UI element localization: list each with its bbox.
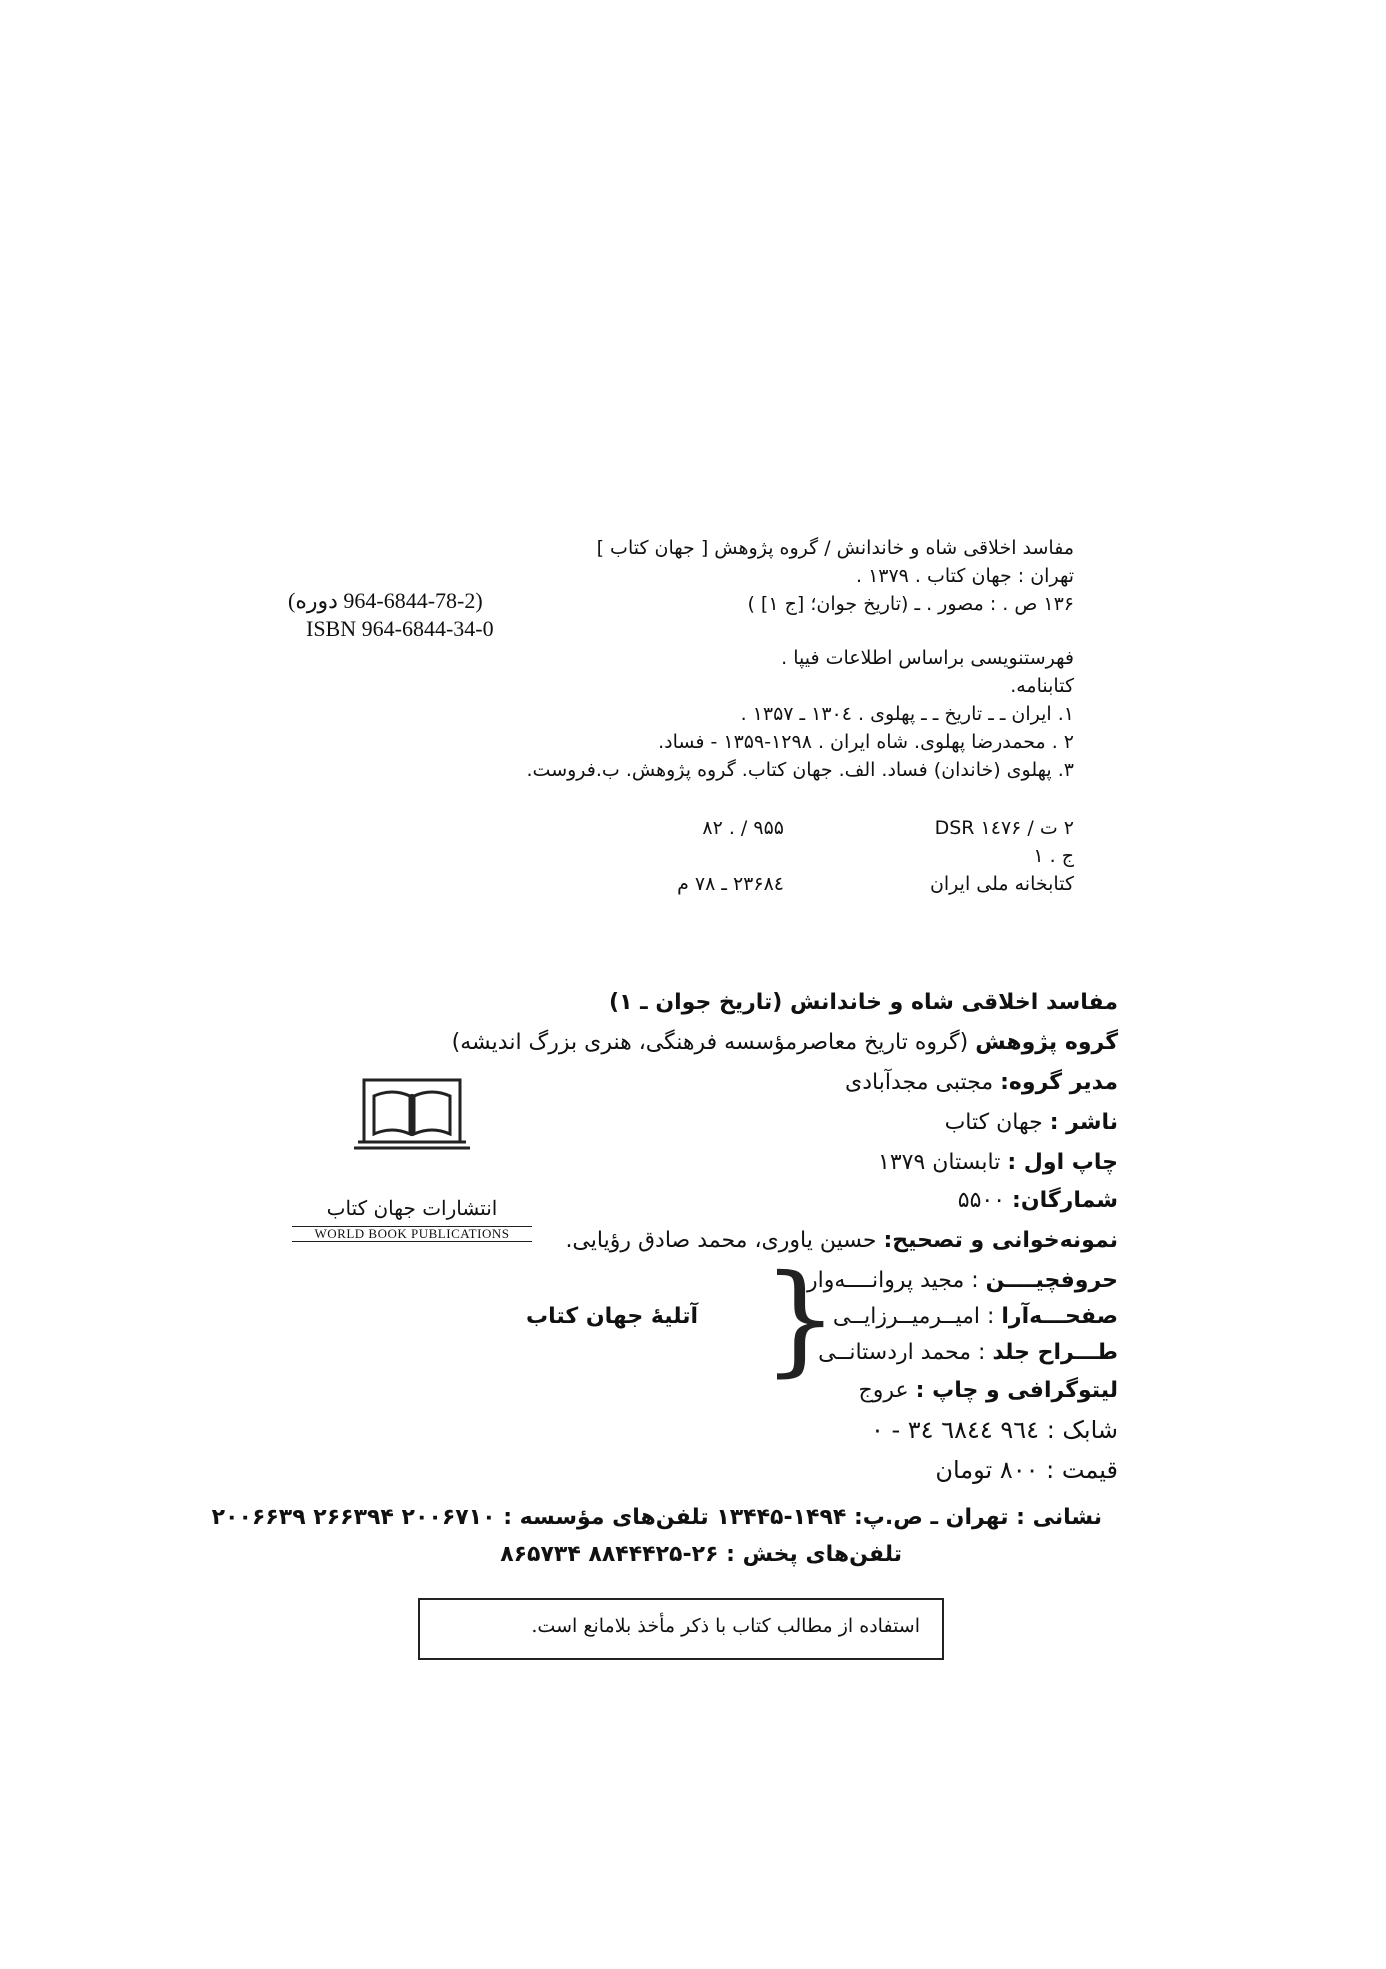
credits-block — [258, 990, 1118, 1550]
logo-english-name: WORLD BOOK PUBLICATIONS — [292, 1226, 532, 1242]
catalog-title-line: مفاسد اخلاقی شاه و خاندانش / گروه پژوهش [ جهان کتاب ] — [596, 537, 1074, 559]
price: قیمت : ۸۰۰ تومان — [935, 1456, 1118, 1484]
isbn-set: (964-6844-78-2 دوره) — [288, 588, 483, 613]
page-layout: صفحـــه‌آرا : امیــرمیــرزایــی — [832, 1304, 1118, 1329]
catalog-description-line: ۱۳۶ ص . : مصور . ـ (تاریخ جوان؛ [ج ۱] ) — [747, 593, 1074, 615]
atelier: آتلیهٔ جهان کتاب — [526, 1304, 698, 1329]
group-manager: مدیر گروه: مجتبی مجدآبادی — [845, 1070, 1118, 1095]
cover-designer: طـــراح جلد : محمد اردستانــی — [818, 1340, 1118, 1365]
book-title: مفاسد اخلاقی شاه و خاندانش (تاریخ جوان ـ ۱) — [609, 990, 1118, 1015]
brace-symbol: } — [762, 1250, 839, 1389]
catalog-subject-2: ۲ . محمدرضا پهلوی. شاه ایران . ۱۲۹۸-۱۳۵۹ - فساد. — [658, 731, 1074, 753]
catalog-subject-1: ۱. ایران ـ ـ تاریخ ـ ـ پهلوی . ۱۳۰٤ ـ ۱۳۵۷ . — [740, 703, 1074, 725]
isbn-number: ISBN 964-6844-34-0 — [306, 616, 494, 641]
address-line: نشانی : تهران ـ ص.پ: ۱۴۹۴-۱۳۴۴۵ تلفن‌های مؤسسه : ۲۰۰۶۷۱۰ ۲۶۶۳۹۴ ۲۰۰۶۶۳۹ — [211, 1505, 1102, 1530]
catalog-publication-line: تهران : جهان کتاب . ۱۳۷۹ . — [855, 565, 1074, 587]
copyright-notice: استفاده از مطالب کتاب با ذکر مأخذ بلامانع است. — [531, 1615, 920, 1637]
typesetter: حروفچیــــن : مجید پروانــــه‌وار — [807, 1268, 1118, 1293]
catalog-dewey: ۹۵۵ / . ۸۲ — [702, 817, 784, 839]
edition: چاپ اول : تابستان ۱۳۷۹ — [878, 1150, 1118, 1175]
catalog-bibliography-line: کتابنامه. — [1010, 675, 1074, 697]
logo-caption: انتشارات جهان کتاب — [326, 1196, 498, 1220]
book-isbn: شابک : ۹٦٤ ٦٨٤٤ ۳٤ - ۰ — [870, 1416, 1118, 1444]
catalog-library-number: ۲۳۶۸٤ ـ ۷۸ م — [677, 873, 784, 895]
proofreading: نمونه‌خوانی و تصحیح: حسین یاوری، محمد صادق رؤیایی. — [565, 1228, 1118, 1253]
lithography: لیتوگرافی و چاپ : عروج — [858, 1378, 1118, 1403]
catalog-volume: ج . ۱ — [1033, 845, 1074, 867]
research-group: گروه پژوهش (گروه تاریخ معاصرمؤسسه فرهنگی، هنری بزرگ اندیشه) — [451, 1030, 1118, 1055]
publisher: ناشر : جهان کتاب — [944, 1110, 1118, 1135]
catalog-subject-3: ۳. پهلوی (خاندان) فساد. الف. جهان کتاب. گروه پژوهش. ب.فروست. — [526, 759, 1074, 781]
copyright-notice-box — [418, 1598, 944, 1660]
catalog-library: کتابخانه ملی ایران — [929, 873, 1074, 895]
print-run: شمارگان: ۵۵۰۰ — [957, 1188, 1118, 1213]
catalog-note-line: فهرستنویسی براساس اطلاعات فیپا . — [781, 647, 1074, 669]
distribution-phones: تلفن‌های پخش : ۲۶-۸۸۴۴۴۲۵ ۸۶۵۷۳۴ — [500, 1542, 902, 1567]
catalog-classification: ۲ ت / ۱٤۷۶ DSR — [934, 817, 1074, 839]
